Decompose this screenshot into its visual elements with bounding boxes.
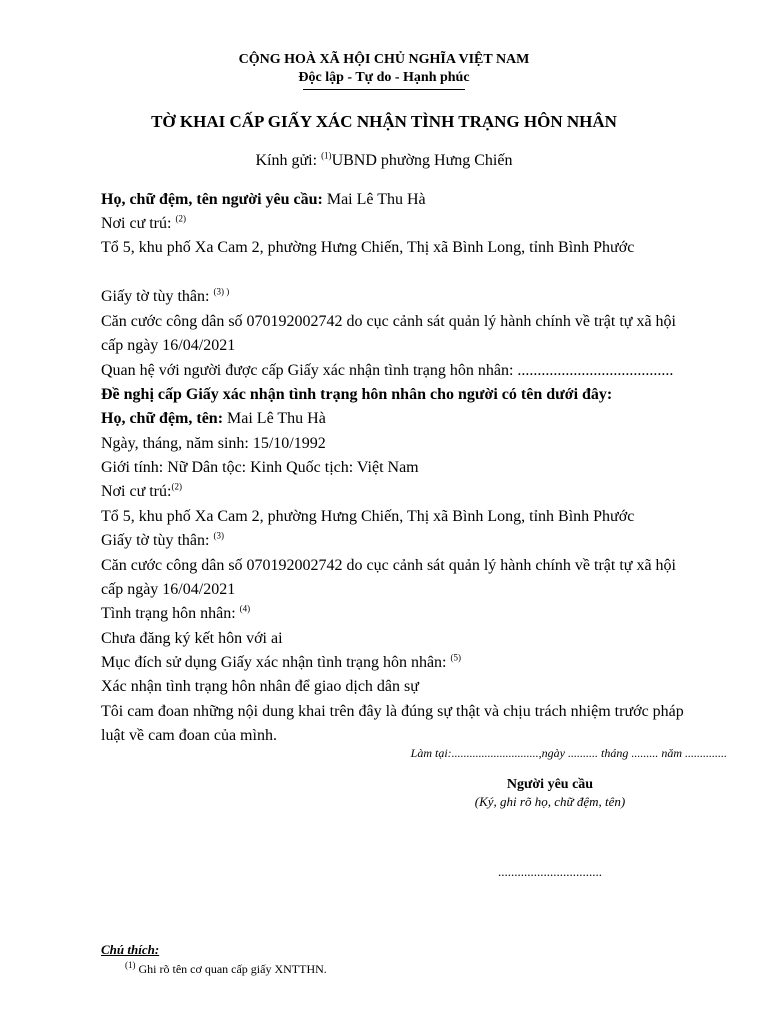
month-label: tháng [600,746,629,760]
subject-marital-label: Tình trạng hôn nhân: [101,605,240,622]
subject-id-line [101,531,224,551]
day-dots: .......... [564,746,601,760]
requester-id-label: Giấy tờ tùy thân: [101,288,214,305]
addressee-note: (1) [321,150,332,161]
commitment-line1: Tôi cam đoan những nội dung khai trên đây là đúng sự thật và chịu trách nhiệm trước pháp [101,703,684,720]
subject-marital-note: (4) [239,603,251,614]
request-heading: Đề nghị cấp Giấy xác nhận tình trạng hôn nhân cho người có tên dưới đây: [101,386,613,403]
subject-id-note: (3) [213,530,224,541]
requester-name-value: Mai Lê Thu Hà [322,191,426,208]
subject-id-value-line1: Căn cước công dân số 070192002742 do cục cảnh sát quản lý hành chính về trật tự xã hội [101,557,676,574]
requester-name-line [101,190,426,210]
subject-gender-ethnicity-nationality: Giới tính: Nữ Dân tộc: Kinh Quốc tịch: Việt Nam [101,459,419,476]
signature-hint: (Ký, ghi rõ họ, chữ đệm, tên) [474,794,626,809]
made-at-label: Làm tại [410,746,448,760]
made-at-dots: :............................. [447,746,539,760]
year-dots: .............. [682,746,727,760]
signature-dots: ................................ [498,864,602,879]
subject-name-label: Họ, chữ đệm, tên: [101,410,224,427]
subject-residence-value: Tổ 5, khu phố Xa Cam 2, phường Hưng Chiến, Thị xã Bình Long, tỉnh Bình Phước [101,508,635,525]
addressee-value: UBND phường Hưng Chiến [331,152,513,169]
requester-id-value-line1: Căn cước công dân số 070192002742 do cục cảnh sát quản lý hành chính về trật tự xã hội [101,313,676,330]
requester-residence-note: (2) [175,213,186,224]
signature-title: Người yêu cầu [506,777,594,792]
subject-id-label: Giấy tờ tùy thân: [101,532,214,549]
addressee-label: Kính gửi: [255,152,322,169]
form-title: TỜ KHAI CẤP GIẤY XÁC NHẬN TÌNH TRẠNG HÔN NHÂN [151,112,617,131]
subject-name-line [101,409,326,429]
subject-purpose-line [101,653,461,673]
place-date-line [411,745,727,761]
subject-marital-line [101,604,250,624]
note-item-1-marker: (1) [125,960,136,970]
motto-underline [303,89,465,90]
commitment-line2: luật về cam đoan của mình. [101,727,277,744]
year-label: năm [661,746,682,760]
requester-id-value-line2: cấp ngày 16/04/2021 [101,337,236,354]
motto: Độc lập - Tự do - Hạnh phúc [298,70,470,85]
addressee-line [0,151,768,171]
subject-residence-note: (2) [171,481,182,492]
subject-dob: Ngày, tháng, năm sinh: 15/10/1992 [101,435,326,452]
note-item-1-text: Ghi rõ tên cơ quan cấp giấy XNTTHN. [135,962,327,976]
subject-residence-label: Nơi cư trú: [101,483,172,500]
requester-residence-line [101,214,186,234]
requester-id-note: (3) ) [213,286,230,297]
subject-marital-value: Chưa đăng ký kết hôn với ai [101,630,283,647]
requester-name-label: Họ, chữ đệm, tên người yêu cầu: [101,191,323,208]
requester-residence-value: Tổ 5, khu phố Xa Cam 2, phường Hưng Chiến, Thị xã Bình Long, tỉnh Bình Phước [101,239,635,256]
subject-residence-line [101,482,182,502]
subject-purpose-label: Mục đích sử dụng Giấy xác nhận tình trạng hôn nhân: [101,654,451,671]
country-name: CỘNG HOÀ XÃ HỘI CHỦ NGHĨA VIỆT NAM [238,52,530,67]
subject-name-value: Mai Lê Thu Hà [223,410,326,427]
day-label: ,ngày [538,746,565,760]
month-dots: ......... [628,746,662,760]
notes-heading: Chú thích: [101,942,160,957]
subject-purpose-note: (5) [450,652,461,663]
subject-purpose-value: Xác nhận tình trạng hôn nhân để giao dịch dân sự [101,678,419,695]
requester-residence-label: Nơi cư trú: [101,215,176,232]
requester-relation: Quan hệ với người được cấp Giấy xác nhận tình trạng hôn nhân: ....................................... [101,362,674,379]
note-item-1 [125,961,327,977]
subject-id-value-line2: cấp ngày 16/04/2021 [101,581,236,598]
requester-id-line [101,287,229,307]
